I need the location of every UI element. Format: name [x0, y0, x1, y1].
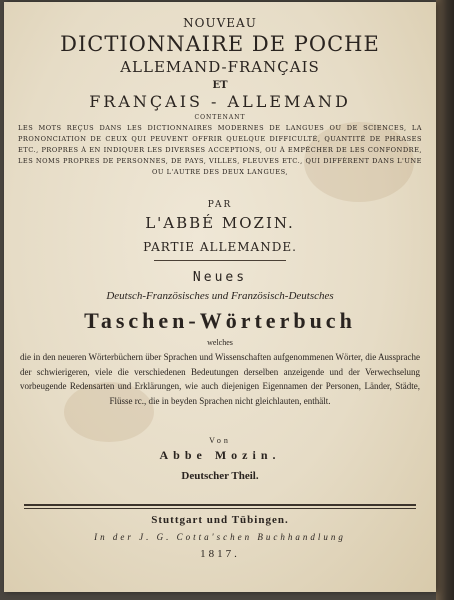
label-welches: welches	[207, 338, 233, 347]
german-heading-neues: Neues	[192, 270, 248, 285]
part-label: PARTIE ALLEMANDE.	[143, 240, 297, 254]
book-spine	[436, 0, 454, 600]
german-description: die in den neueren Wörterbüchern über Sprachen und Wissenschaften aufgenommenen Wörter, die Aussprache der schwierigeren, viele die verschiedenen Bedeutungen derselben anzeigende und der Verwechselung vorbeugende Redensarten und Erklärungen, wie auch diejenigen Eigennamen der Personen, Länder, Städte, Flüsse rc., die in beyden Sprachen nicht gleichlauten, enthält.	[20, 352, 420, 406]
german-title: Taschen-Wörterbuch	[84, 308, 356, 333]
german-subtitle: Deutsch-Französisches und Französisch-Deutsches	[106, 290, 334, 302]
divider-rule	[154, 260, 286, 261]
heading-dictionnaire: DICTIONNAIRE DE POCHE	[60, 32, 380, 56]
title-page	[4, 2, 436, 592]
heading-francais-allemand: FRANÇAIS - ALLEMAND	[89, 92, 351, 111]
heading-allemand-francais: ALLEMAND-FRANÇAIS	[120, 58, 320, 76]
publication-place: Stuttgart und Tübingen.	[151, 514, 289, 526]
german-part-label: Deutscher Theil.	[181, 470, 259, 482]
divider-rule-thick	[24, 504, 416, 506]
label-par: PAR	[207, 200, 233, 210]
publication-year: 1817.	[200, 548, 240, 560]
author-name: L'ABBÉ MOZIN.	[145, 214, 295, 232]
french-description: LES MOTS REÇUS DANS LES DICTIONNAIRES MODERNES DE LANGUES OU DE SCIENCES, LA PRONONCIATION DE CEUX QUI PEUVENT OFFRIR QUELQUE DIFFICULTÉ, QUANTITÉ DE PHRASES ETC., PROPRES À EN INDIQUER LES DIVERSES ACCEPTIONS, OU À EMPÊCHER DE LES CONFONDRE, LES NOMS PROPRES DE PERSONNES, DE PAYS, VILLES, FLEUVES ETC., QUI DIFFÈRENT DANS L'UNE OU L'AUTRE DES DEUX LANGUES,	[18, 124, 422, 176]
german-author: Abbe Mozin.	[159, 448, 281, 462]
heading-nouveau: NOUVEAU	[183, 16, 257, 30]
label-contenant: CONTENANT	[194, 114, 246, 121]
publisher: In der J. G. Cotta'schen Buchhandlung	[94, 532, 346, 542]
heading-et: ET	[212, 80, 228, 91]
divider-rule-thin	[24, 508, 416, 509]
label-von: Von	[209, 436, 231, 445]
